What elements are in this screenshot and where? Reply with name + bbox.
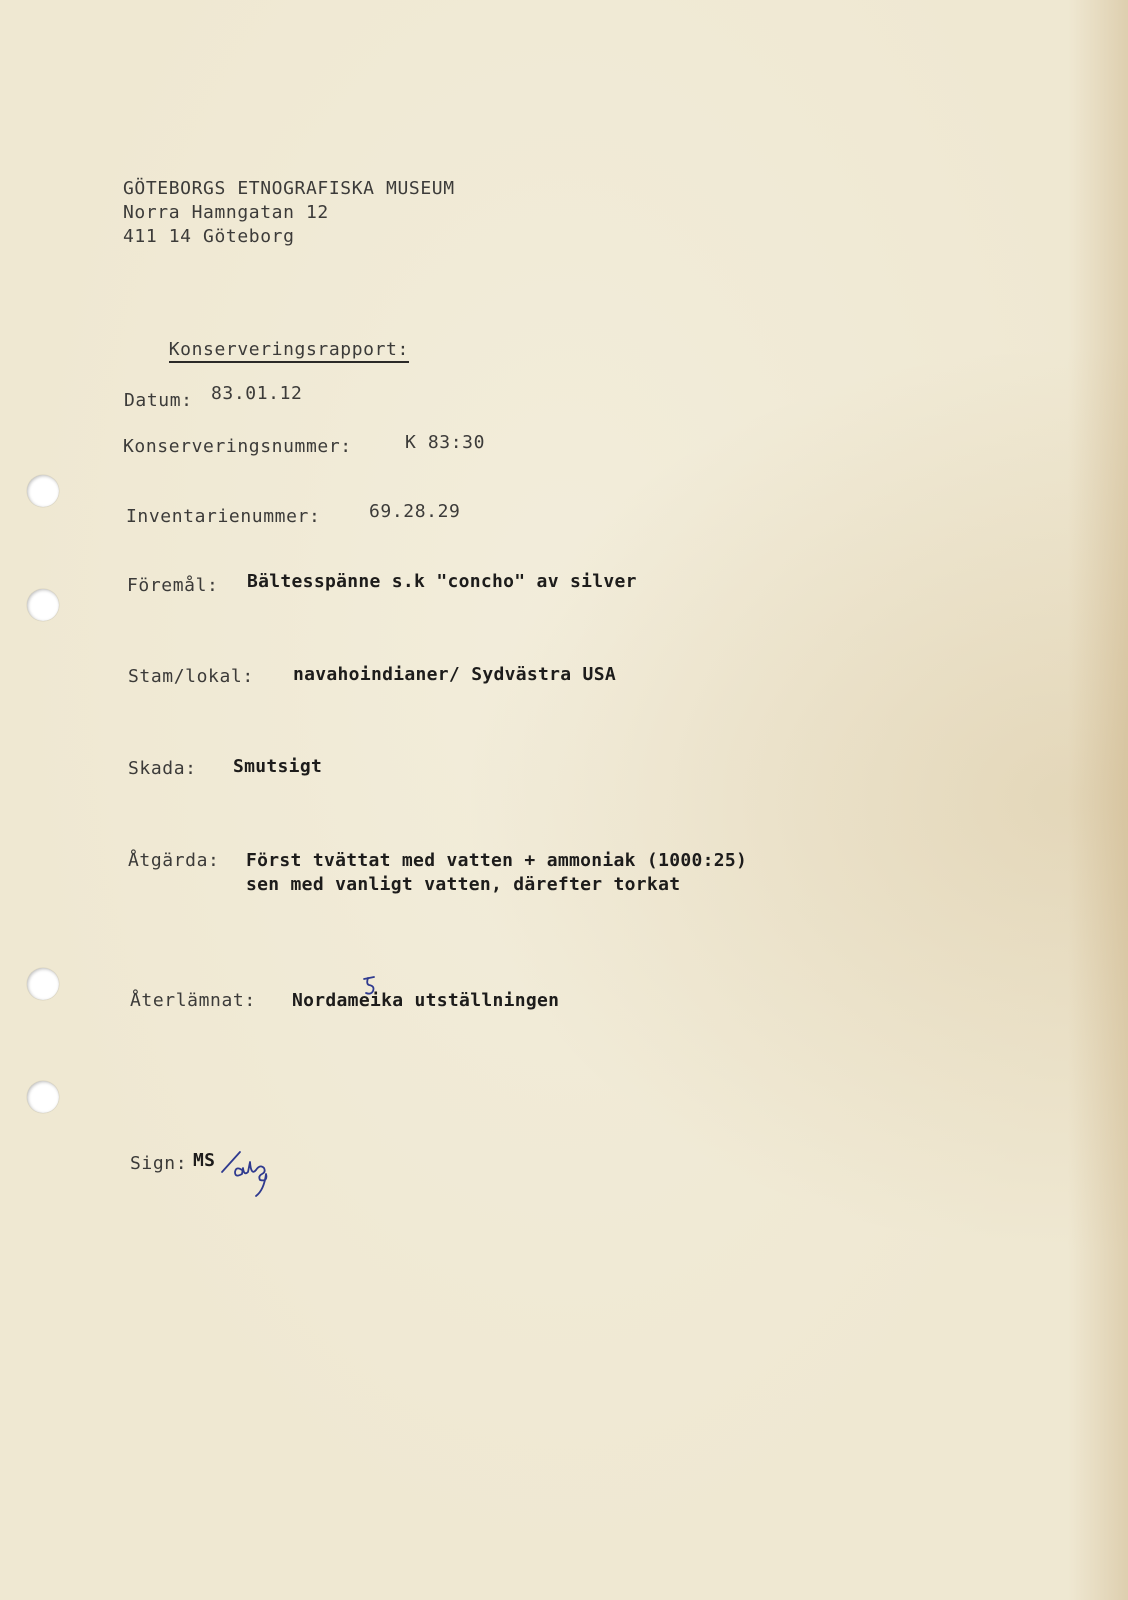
handwritten-signature [220, 1150, 288, 1200]
aterlamnat-value: Nordameika utställningen [292, 990, 560, 1011]
konserveringsnummer-label: Konserveringsnummer: [123, 436, 352, 457]
report-title-text: Konserveringsrapport: [169, 339, 409, 363]
atgarda-label: Åtgärda: [128, 850, 220, 871]
paper-edge-stain [1068, 0, 1128, 1600]
report-title [123, 318, 409, 381]
sign-label: Sign: [130, 1153, 188, 1174]
skada-label: Skada: [128, 758, 197, 779]
inventarienummer-label: Inventarienummer: [126, 506, 321, 527]
datum-label: Datum: [124, 390, 193, 411]
museum-street: Norra Hamngatan 12 [123, 202, 329, 223]
atgarda-line-2: sen med vanligt vatten, därefter torkat [246, 874, 681, 895]
skada-value: Smutsigt [233, 756, 323, 777]
datum-value: 83.01.12 [211, 383, 303, 404]
museum-postal: 411 14 Göteborg [123, 226, 295, 247]
foremal-label: Föremål: [127, 575, 219, 596]
aterlamnat-label: Återlämnat: [130, 990, 256, 1011]
punch-hole-1 [27, 475, 59, 507]
inventarienummer-value: 69.28.29 [369, 501, 461, 522]
sign-value: MS [193, 1150, 216, 1171]
museum-name: GÖTEBORGS ETNOGRAFISKA MUSEUM [123, 178, 455, 199]
konserveringsnummer-value: K 83:30 [405, 432, 486, 453]
stam-value: navahoindianer/ Sydvästra USA [293, 664, 616, 685]
punch-hole-3 [27, 968, 59, 1000]
punch-hole-2 [27, 589, 59, 621]
stam-label: Stam/lokal: [128, 666, 254, 687]
punch-hole-4 [27, 1081, 59, 1113]
foremal-value: Bältesspänne s.k "concho" av silver [247, 571, 637, 592]
handwritten-correction-mark [360, 973, 382, 999]
atgarda-line-1: Först tvättat med vatten + ammoniak (1000:25) [246, 850, 748, 871]
